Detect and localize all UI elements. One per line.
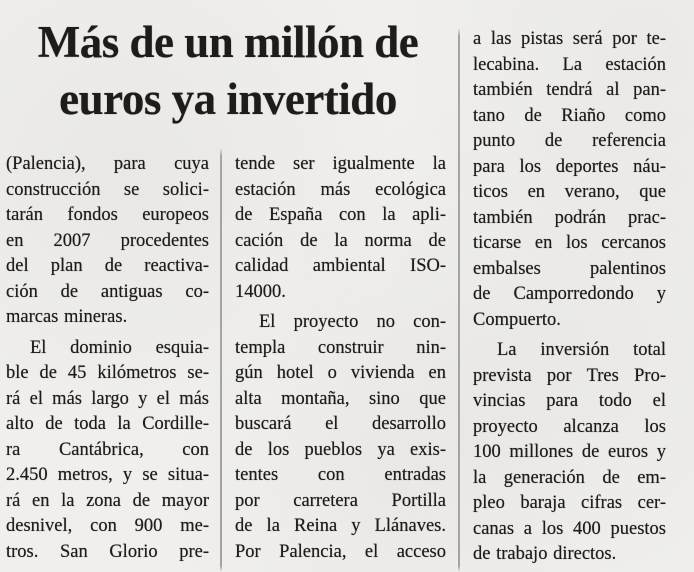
- text-line: 14000.: [235, 281, 286, 302]
- paragraph: [6, 152, 209, 331]
- text-line: en 2007 procedentes: [6, 230, 209, 251]
- text-line: punto de referencia: [473, 131, 666, 151]
- text-line: canas a los 400 puestos: [473, 518, 666, 539]
- text-line: estación más ecológica: [235, 179, 446, 200]
- paragraph: [6, 336, 209, 566]
- text-line: para los deportes náu-: [473, 156, 666, 177]
- text-line: gún hotel o vivienda en: [235, 363, 446, 383]
- text-line: calidad ambiental ISO-: [235, 256, 446, 276]
- text-line: Compuerto.: [473, 309, 561, 330]
- text-line: Por Palencia, el acceso: [235, 541, 446, 562]
- text-line: del plan de reactiva-: [6, 256, 209, 276]
- text-line: 2.450 metros, y se situa-: [6, 465, 209, 485]
- text-line: de España con la apli-: [235, 205, 446, 225]
- text-line: marcas mineras.: [6, 307, 128, 327]
- text-line: de Camporredondo y: [473, 284, 666, 304]
- text-line: rá el más largo y el más: [6, 388, 209, 409]
- text-line: a las pistas será por te-: [473, 29, 666, 49]
- text-line: buscará el desarrollo: [235, 414, 446, 434]
- text-line: 100 millones de euros y: [473, 442, 666, 462]
- text-line: de la Reina y Llánaves.: [235, 516, 446, 536]
- article-column-middle: [235, 152, 446, 565]
- headline-line-1: Más de un millón de: [37, 17, 419, 67]
- column-divider-left: [220, 148, 222, 572]
- text-line: la generación de em-: [473, 467, 666, 488]
- text-line: tende ser igualmente la: [235, 154, 446, 174]
- text-line: alto de toda la Cordille-: [6, 414, 209, 434]
- text-line: vincias para todo el: [473, 391, 666, 411]
- text-line: alta montaña, sino que: [235, 388, 446, 409]
- text-line: tentes con entradas: [235, 465, 446, 485]
- article-column-right: [473, 27, 666, 568]
- text-line: (Palencia), para cuya: [6, 154, 209, 174]
- text-line: ra Cantábrica, con: [6, 439, 209, 460]
- article-headline: [8, 14, 448, 128]
- paragraph: [235, 152, 446, 305]
- text-line: lecabina. La estación: [473, 54, 666, 75]
- text-line: por carretera Portilla: [235, 490, 446, 511]
- text-line: de trabajo directos.: [473, 544, 617, 564]
- text-line: ticarse en los cercanos: [473, 233, 666, 253]
- text-line: rá en la zona de mayor: [6, 490, 209, 511]
- text-line: pleo baraja cifras cer-: [473, 493, 666, 513]
- text-line: proyecto alcanza los: [473, 416, 666, 437]
- text-line: prevista por Tres Pro-: [473, 365, 666, 386]
- text-line: tano de Riaño como: [473, 105, 666, 126]
- text-line: tros. San Glorio pre-: [6, 541, 209, 562]
- column-divider-right: [458, 28, 460, 572]
- headline-line-2: euros ya invertido: [59, 74, 397, 124]
- paragraph: [473, 27, 666, 333]
- paragraph: [235, 310, 446, 565]
- text-line: construcción se solici-: [6, 179, 209, 200]
- text-line: La inversión total: [497, 340, 666, 360]
- article-column-left: [6, 152, 209, 565]
- text-line: desnivel, con 900 me-: [6, 516, 209, 536]
- text-line: templa construir nin-: [235, 337, 446, 358]
- text-line: ble de 45 kilómetros se-: [6, 363, 209, 383]
- text-line: El dominio esquia-: [30, 337, 209, 358]
- text-line: El proyecto no con-: [259, 312, 446, 332]
- text-line: cación de la norma de: [235, 230, 446, 251]
- text-line: ticos en verano, que: [473, 182, 666, 202]
- paragraph: [473, 338, 666, 568]
- text-line: también podrán prac-: [473, 207, 666, 228]
- text-line: también tendrá al pan-: [473, 80, 666, 100]
- text-line: embalses palentinos: [473, 258, 666, 279]
- text-line: ción de antiguas co-: [6, 281, 209, 302]
- text-line: de los pueblos ya exis-: [235, 439, 446, 460]
- text-line: tarán fondos europeos: [6, 205, 209, 225]
